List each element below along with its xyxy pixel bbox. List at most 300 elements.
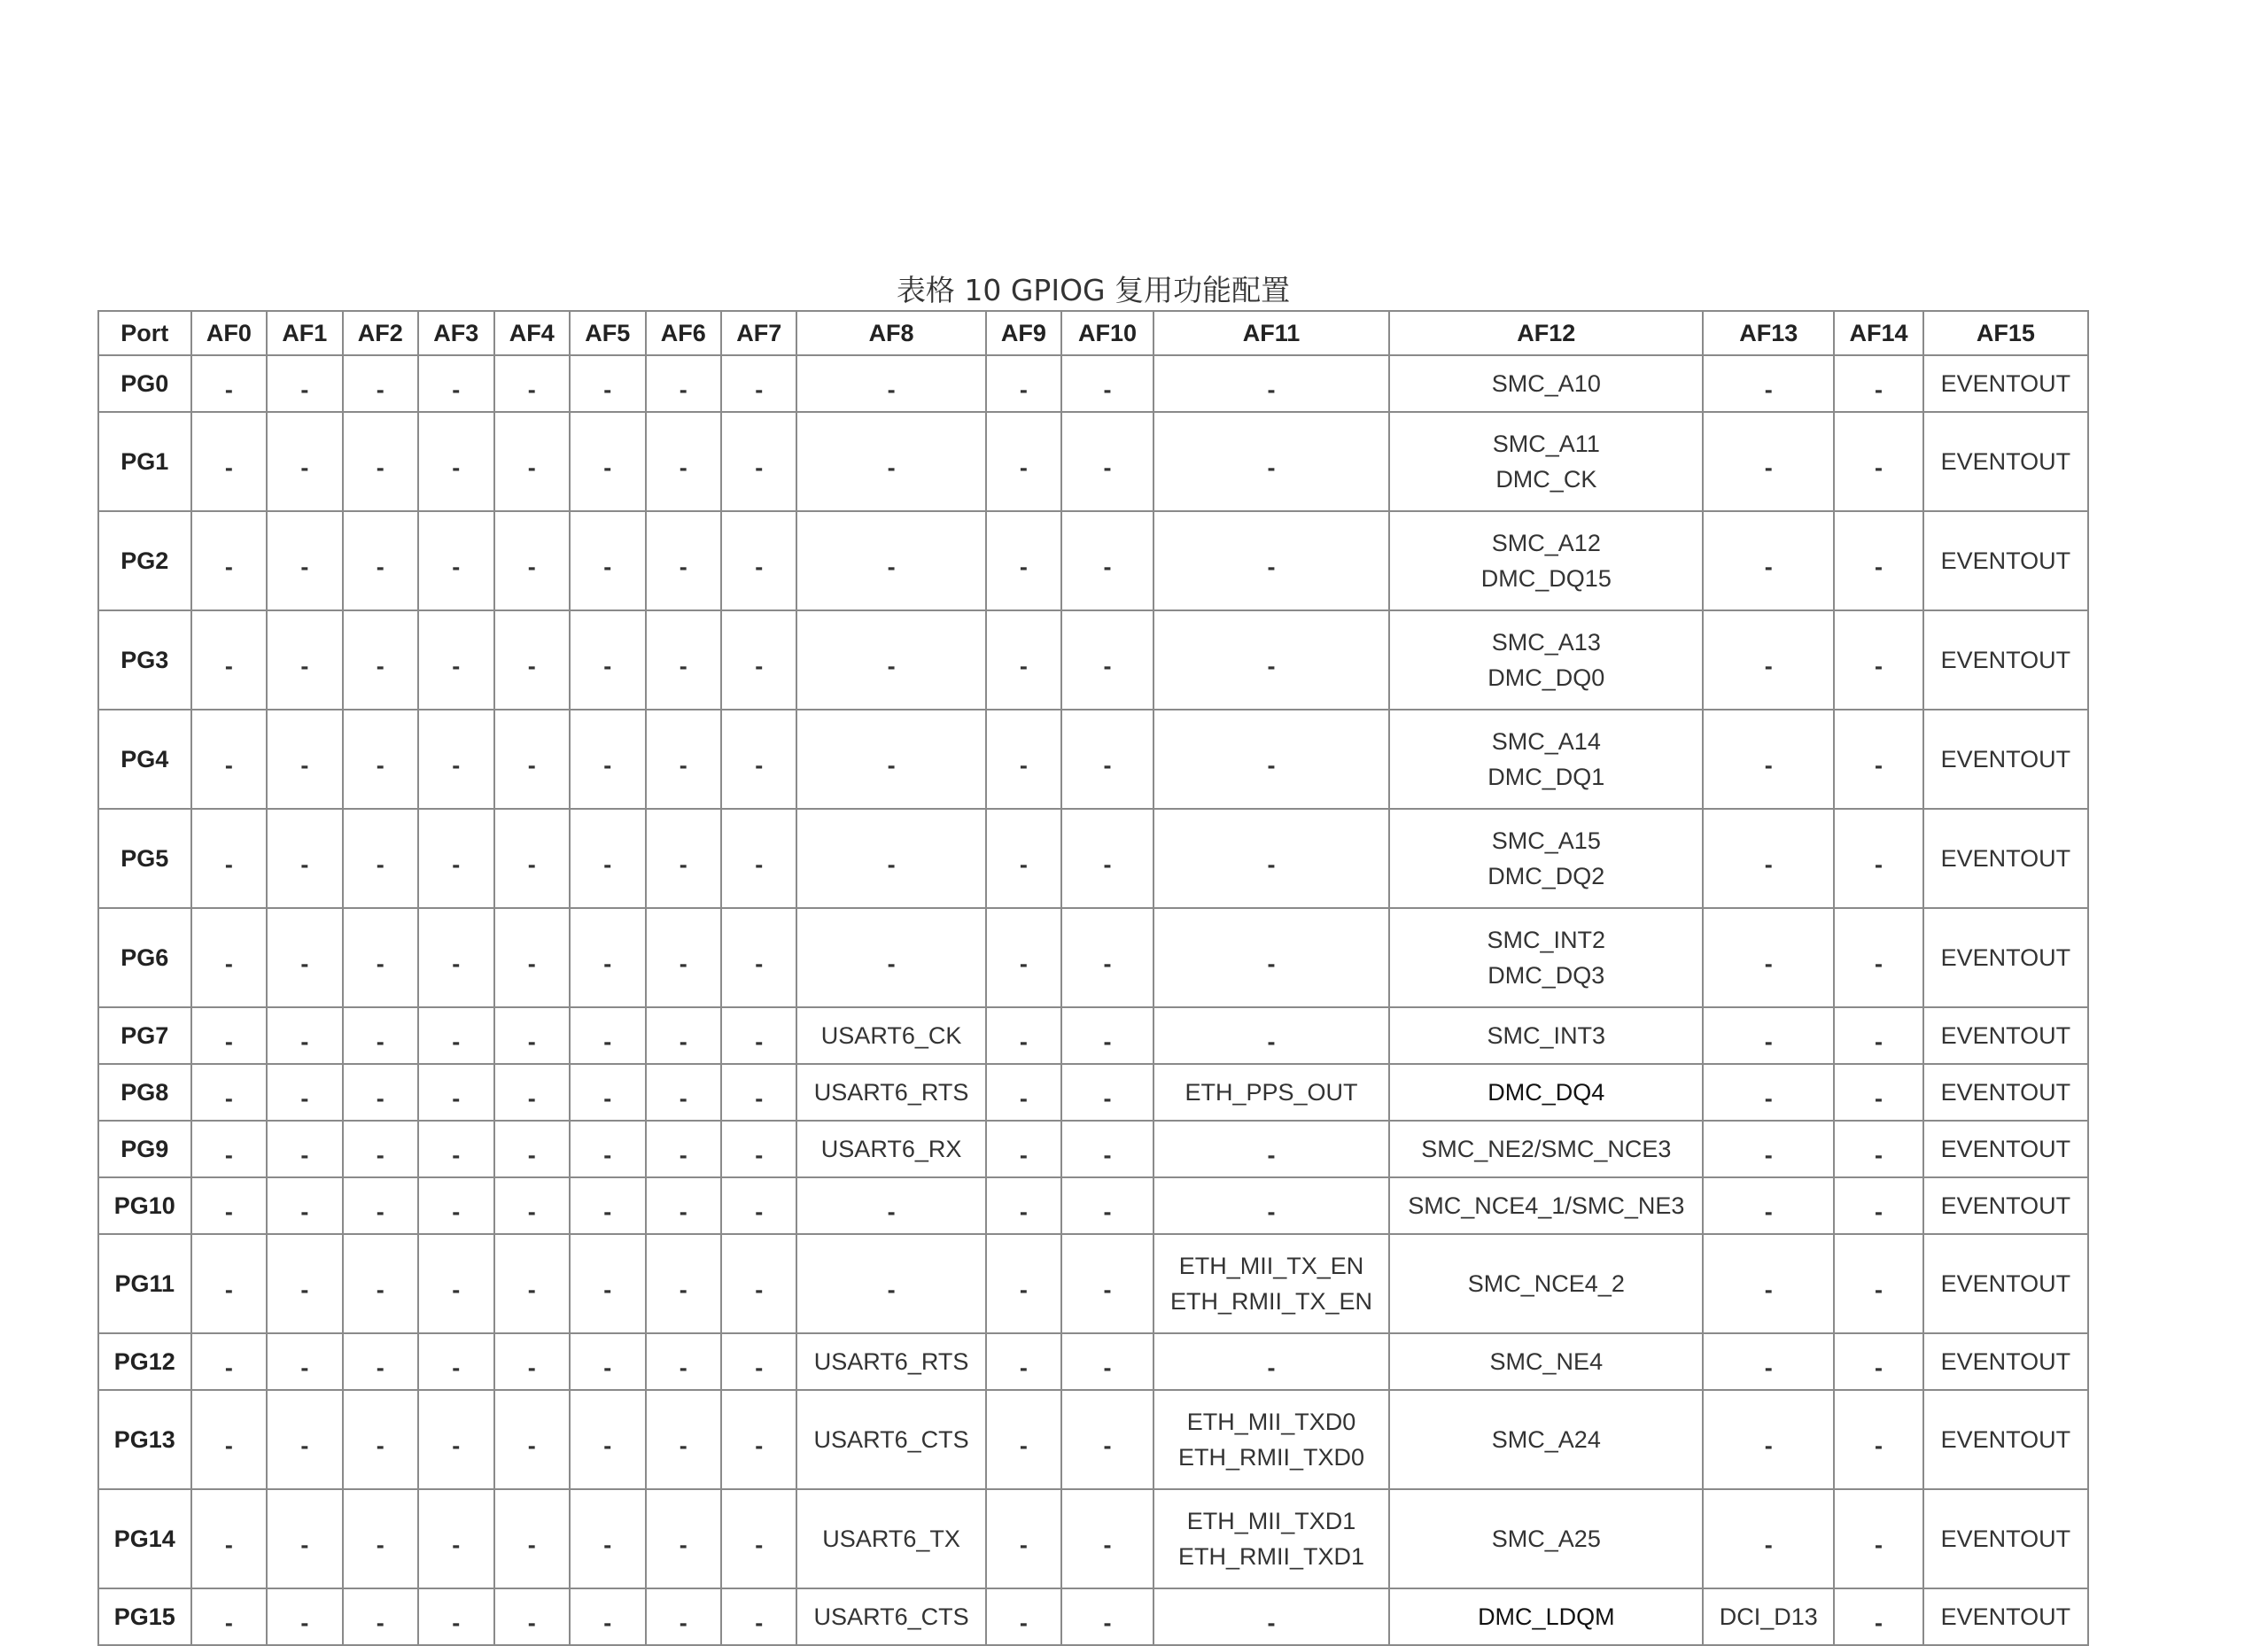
empty-cell: - [191,809,267,908]
empty-cell: - [343,1177,418,1234]
af15-cell [1923,1121,2088,1177]
empty-cell: - [1834,511,1923,610]
empty-cell: - [646,908,721,1007]
empty-cell: - [1703,1333,1834,1390]
empty-cell: - [570,1064,645,1121]
empty-cell: - [986,1177,1061,1234]
empty-cell: - [721,809,796,908]
empty-cell: - [1061,1007,1153,1064]
empty-cell: - [570,908,645,1007]
empty-cell: - [986,908,1061,1007]
empty-cell: - [1834,710,1923,809]
empty-cell: - [267,1177,342,1234]
empty-cell: - [191,1489,267,1588]
port-cell: PG0 [98,355,191,412]
empty-cell: - [721,1121,796,1177]
table-row [98,1333,2088,1390]
column-header-af15: AF15 [1923,311,2088,355]
empty-cell: - [570,809,645,908]
column-header-af7: AF7 [721,311,796,355]
af15-cell [1923,1064,2088,1121]
cell-text: SMC_A12 [1491,530,1601,556]
af12-cell [1389,1064,1703,1121]
empty-cell: - [1703,412,1834,511]
cell-text: EVENTOUT [1940,1022,2071,1049]
empty-cell: - [721,355,796,412]
column-header-af13: AF13 [1703,311,1834,355]
af15-cell [1923,1489,2088,1588]
empty-cell: - [1703,1390,1834,1489]
empty-cell: - [646,1489,721,1588]
cell-text: ETH_RMII_TXD1 [1178,1543,1365,1570]
column-header-af14: AF14 [1834,311,1923,355]
cell-text: SMC_A11 [1492,431,1600,457]
column-header-af1: AF1 [267,311,342,355]
cell-text: EVENTOUT [1940,746,2071,773]
empty-cell: - [986,1489,1061,1588]
empty-cell: - [191,908,267,1007]
column-header-af8: AF8 [796,311,985,355]
empty-cell: - [646,1588,721,1645]
empty-cell: - [721,710,796,809]
table-row [98,809,2088,908]
cell-text: SMC_NCE4_1/SMC_NE3 [1408,1192,1685,1219]
empty-cell: - [343,710,418,809]
empty-cell: - [267,710,342,809]
empty-cell: - [1703,908,1834,1007]
table-row [98,1489,2088,1588]
empty-cell: - [986,1333,1061,1390]
empty-cell: - [191,1588,267,1645]
empty-cell: - [570,355,645,412]
cell-text: DMC_DQ4 [1487,1079,1605,1106]
column-header-af12: AF12 [1389,311,1703,355]
empty-cell: - [986,1588,1061,1645]
af15-cell [1923,1390,2088,1489]
table-row [98,1177,2088,1234]
empty-cell: - [494,610,570,710]
empty-cell: - [1703,1121,1834,1177]
empty-cell: - [418,809,493,908]
table-row [98,610,2088,710]
empty-cell: - [1153,1121,1390,1177]
af15-cell [1923,710,2088,809]
empty-cell: - [494,412,570,511]
empty-cell: - [1834,1007,1923,1064]
cell-text: DMC_DQ3 [1487,962,1605,989]
af11-cell [1153,1064,1390,1121]
empty-cell: - [1061,1390,1153,1489]
gpiog-af-table [97,310,2089,1646]
empty-cell: - [1153,1177,1390,1234]
empty-cell: - [494,1064,570,1121]
empty-cell: - [986,1234,1061,1333]
cell-text: DMC_DQ1 [1487,764,1605,790]
empty-cell: - [191,412,267,511]
cell-text: USART6_CTS [813,1603,969,1630]
empty-cell: - [1061,511,1153,610]
empty-cell: - [721,1390,796,1489]
empty-cell: - [721,1333,796,1390]
empty-cell: - [986,710,1061,809]
empty-cell: - [343,610,418,710]
empty-cell: - [721,610,796,710]
af11-cell [1153,1390,1390,1489]
empty-cell: - [267,1333,342,1390]
empty-cell: - [986,1064,1061,1121]
empty-cell: - [1061,1234,1153,1333]
table-row [98,412,2088,511]
empty-cell: - [646,1064,721,1121]
empty-cell: - [646,610,721,710]
empty-cell: - [1061,355,1153,412]
empty-cell: - [1834,809,1923,908]
af15-cell [1923,1588,2088,1645]
af11-cell [1153,1489,1390,1588]
cell-text: EVENTOUT [1940,1136,2071,1162]
cell-text: EVENTOUT [1940,1079,2071,1106]
empty-cell: - [418,355,493,412]
empty-cell: - [494,1588,570,1645]
empty-cell: - [986,355,1061,412]
empty-cell: - [796,355,985,412]
empty-cell: - [494,1007,570,1064]
cell-text: EVENTOUT [1940,1603,2071,1630]
empty-cell: - [494,1390,570,1489]
column-header-af6: AF6 [646,311,721,355]
af12-cell [1389,355,1703,412]
empty-cell: - [646,809,721,908]
empty-cell: - [1061,412,1153,511]
empty-cell: - [646,511,721,610]
empty-cell: - [646,1121,721,1177]
af11-cell [1153,1234,1390,1333]
empty-cell: - [1061,1489,1153,1588]
empty-cell: - [570,1489,645,1588]
empty-cell: - [267,610,342,710]
empty-cell: - [191,1064,267,1121]
empty-cell: - [986,412,1061,511]
empty-cell: - [570,1234,645,1333]
empty-cell: - [646,1333,721,1390]
empty-cell: - [418,1007,493,1064]
port-cell: PG12 [98,1333,191,1390]
column-header-af0: AF0 [191,311,267,355]
empty-cell: - [1703,1064,1834,1121]
af8-cell [796,1390,985,1489]
af12-cell [1389,1588,1703,1645]
empty-cell: - [721,1007,796,1064]
empty-cell: - [191,1234,267,1333]
empty-cell: - [418,1121,493,1177]
cell-text: USART6_TX [822,1526,960,1552]
empty-cell: - [418,1333,493,1390]
empty-cell: - [267,1121,342,1177]
empty-cell: - [267,1489,342,1588]
cell-text: DMC_DQ15 [1480,565,1612,592]
port-cell: PG3 [98,610,191,710]
table-body [98,355,2088,1645]
cell-text: USART6_CK [820,1022,962,1049]
table-row [98,710,2088,809]
port-cell: PG7 [98,1007,191,1064]
table-row [98,1064,2088,1121]
empty-cell: - [1703,1234,1834,1333]
cell-text: SMC_A10 [1491,370,1601,397]
af12-cell [1389,1007,1703,1064]
empty-cell: - [418,1390,493,1489]
port-cell: PG15 [98,1588,191,1645]
cell-text: EVENTOUT [1940,1426,2071,1453]
empty-cell: - [191,1333,267,1390]
empty-cell: - [1153,1007,1390,1064]
empty-cell: - [1153,511,1390,610]
af12-cell [1389,809,1703,908]
header-row [98,311,2088,355]
af15-cell [1923,908,2088,1007]
af15-cell [1923,1333,2088,1390]
empty-cell: - [418,710,493,809]
port-cell: PG1 [98,412,191,511]
empty-cell: - [494,710,570,809]
cell-text: DCI_D13 [1719,1603,1818,1630]
empty-cell: - [646,1234,721,1333]
cell-text: ETH_RMII_TXD0 [1178,1444,1365,1471]
cell-text: SMC_A15 [1491,827,1601,854]
table-row [98,355,2088,412]
cell-text: SMC_A13 [1491,629,1601,656]
empty-cell: - [1061,908,1153,1007]
empty-cell: - [1153,1333,1390,1390]
column-header-af9: AF9 [986,311,1061,355]
empty-cell: - [721,1064,796,1121]
empty-cell: - [796,1177,985,1234]
empty-cell: - [191,355,267,412]
cell-text: EVENTOUT [1940,1270,2071,1297]
empty-cell: - [796,1234,985,1333]
empty-cell: - [1153,355,1390,412]
cell-text: EVENTOUT [1940,647,2071,673]
af15-cell [1923,1234,2088,1333]
af8-cell [796,1489,985,1588]
empty-cell: - [343,412,418,511]
empty-cell: - [796,908,985,1007]
empty-cell: - [191,1390,267,1489]
cell-text: EVENTOUT [1940,1192,2071,1219]
af15-cell [1923,610,2088,710]
empty-cell: - [1834,908,1923,1007]
empty-cell: - [721,1177,796,1234]
cell-text: USART6_RTS [813,1079,969,1106]
cell-text: EVENTOUT [1940,944,2071,971]
table-row [98,1588,2088,1645]
cell-text: EVENTOUT [1940,370,2071,397]
empty-cell: - [1834,1064,1923,1121]
empty-cell: - [1153,610,1390,710]
empty-cell: - [721,1588,796,1645]
empty-cell: - [1834,1177,1923,1234]
af15-cell [1923,809,2088,908]
empty-cell: - [721,511,796,610]
empty-cell: - [343,1064,418,1121]
empty-cell: - [494,1489,570,1588]
cell-text: DMC_LDQM [1478,1603,1615,1630]
empty-cell: - [191,1177,267,1234]
empty-cell: - [494,1234,570,1333]
empty-cell: - [570,1177,645,1234]
empty-cell: - [494,355,570,412]
empty-cell: - [191,1007,267,1064]
empty-cell: - [494,1177,570,1234]
table-row [98,908,2088,1007]
port-cell: PG2 [98,511,191,610]
port-cell: PG9 [98,1121,191,1177]
empty-cell: - [796,809,985,908]
empty-cell: - [721,412,796,511]
af12-cell [1389,1121,1703,1177]
empty-cell: - [343,355,418,412]
af12-cell [1389,1177,1703,1234]
af15-cell [1923,1007,2088,1064]
empty-cell: - [1834,1390,1923,1489]
empty-cell: - [986,1121,1061,1177]
empty-cell: - [1061,710,1153,809]
empty-cell: - [721,1234,796,1333]
empty-cell: - [343,511,418,610]
empty-cell: - [796,610,985,710]
port-cell: PG14 [98,1489,191,1588]
cell-text: USART6_RTS [813,1348,969,1375]
af12-cell [1389,710,1703,809]
empty-cell: - [1061,1588,1153,1645]
empty-cell: - [343,1390,418,1489]
column-header-af4: AF4 [494,311,570,355]
af15-cell [1923,355,2088,412]
empty-cell: - [986,610,1061,710]
empty-cell: - [418,511,493,610]
af13-cell [1703,1588,1834,1645]
cell-text: SMC_NE4 [1489,1348,1604,1375]
port-cell: PG4 [98,710,191,809]
empty-cell: - [267,1064,342,1121]
empty-cell: - [1834,1489,1923,1588]
af12-cell [1389,1234,1703,1333]
empty-cell: - [191,710,267,809]
cell-text: SMC_INT2 [1487,927,1606,953]
empty-cell: - [1834,1234,1923,1333]
empty-cell: - [1061,610,1153,710]
empty-cell: - [267,511,342,610]
empty-cell: - [646,1007,721,1064]
empty-cell: - [986,809,1061,908]
table-row [98,511,2088,610]
empty-cell: - [494,1121,570,1177]
empty-cell: - [1061,1121,1153,1177]
empty-cell: - [1703,610,1834,710]
empty-cell: - [986,511,1061,610]
empty-cell: - [494,511,570,610]
empty-cell: - [646,1177,721,1234]
port-cell: PG6 [98,908,191,1007]
cell-text: DMC_DQ2 [1487,863,1605,889]
empty-cell: - [721,1489,796,1588]
empty-cell: - [1153,1588,1390,1645]
empty-cell: - [570,412,645,511]
af8-cell [796,1064,985,1121]
empty-cell: - [796,511,985,610]
empty-cell: - [343,1489,418,1588]
af15-cell [1923,511,2088,610]
empty-cell: - [267,1390,342,1489]
cell-text: SMC_NCE4_2 [1467,1270,1625,1297]
empty-cell: - [418,610,493,710]
empty-cell: - [267,412,342,511]
empty-cell: - [1703,1007,1834,1064]
empty-cell: - [1703,511,1834,610]
empty-cell: - [570,1007,645,1064]
af8-cell [796,1333,985,1390]
af12-cell [1389,610,1703,710]
empty-cell: - [1153,809,1390,908]
empty-cell: - [418,1588,493,1645]
empty-cell: - [986,1390,1061,1489]
empty-cell: - [570,511,645,610]
port-cell: PG8 [98,1064,191,1121]
af8-cell [796,1588,985,1645]
empty-cell: - [570,1121,645,1177]
cell-text: USART6_RX [820,1136,962,1162]
empty-cell: - [267,1588,342,1645]
empty-cell: - [1153,908,1390,1007]
empty-cell: - [646,710,721,809]
af12-cell [1389,1489,1703,1588]
af12-cell [1389,908,1703,1007]
empty-cell: - [418,908,493,1007]
empty-cell: - [267,1007,342,1064]
af8-cell [796,1121,985,1177]
port-cell: PG11 [98,1234,191,1333]
af12-cell [1389,412,1703,511]
cell-text: ETH_PPS_OUT [1184,1079,1358,1106]
empty-cell: - [1061,1064,1153,1121]
empty-cell: - [1834,355,1923,412]
port-cell: PG5 [98,809,191,908]
empty-cell: - [1061,1333,1153,1390]
cell-text: SMC_NE2/SMC_NCE3 [1421,1136,1672,1162]
column-header-af10: AF10 [1061,311,1153,355]
cell-text: DMC_CK [1495,466,1597,493]
cell-text: ETH_MII_TXD1 [1186,1508,1356,1534]
empty-cell: - [267,809,342,908]
empty-cell: - [343,908,418,1007]
cell-text: SMC_INT3 [1487,1022,1606,1049]
cell-text: EVENTOUT [1940,1526,2071,1552]
empty-cell: - [343,1121,418,1177]
cell-text: DMC_DQ0 [1487,664,1605,691]
empty-cell: - [418,412,493,511]
empty-cell: - [721,908,796,1007]
table-row [98,1007,2088,1064]
empty-cell: - [646,355,721,412]
column-header-port: Port [98,311,191,355]
table-row [98,1234,2088,1333]
table-row [98,1121,2088,1177]
empty-cell: - [267,1234,342,1333]
empty-cell: - [796,710,985,809]
empty-cell: - [267,908,342,1007]
empty-cell: - [494,1333,570,1390]
empty-cell: - [796,412,985,511]
